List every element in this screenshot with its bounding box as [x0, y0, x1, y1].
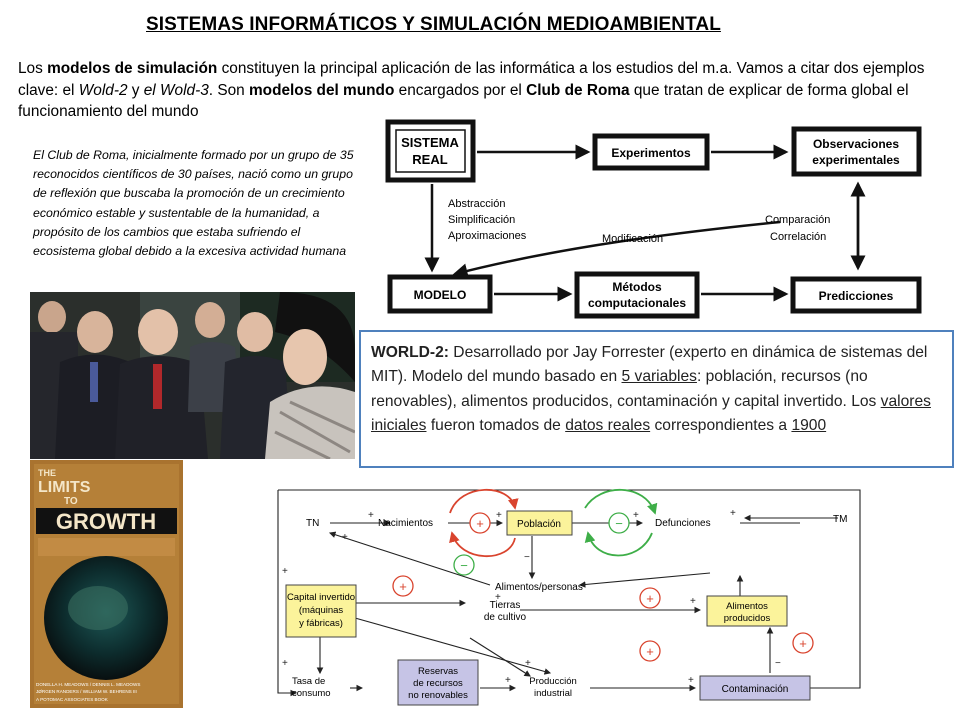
intro-text: que tratan de explicar de forma global el funcionamiento del mundo — [18, 81, 909, 120]
world2-causal-diagram — [270, 478, 870, 710]
loop-sign: − — [615, 516, 623, 531]
observaciones-label-2: experimentales — [812, 153, 900, 167]
loop-sign: − — [460, 558, 468, 573]
metodos-label-2: computacionales — [587, 296, 687, 310]
population-negative-loop-return — [588, 533, 652, 556]
polarity-mark: − — [524, 552, 530, 563]
polarity-mark: + — [505, 675, 511, 686]
world2-text: correspondientes a — [650, 416, 792, 434]
book-authors-line-1: DONELLA H. MEADOWS / DENNIS L. MEADOWS — [36, 682, 141, 687]
comparacion-label: Comparación — [765, 214, 831, 226]
tierras-label-2: de cultivo — [483, 612, 527, 623]
predicciones-label: Predicciones — [818, 289, 894, 303]
world2-text: fueron tomados de — [426, 416, 566, 434]
modelo-label: MODELO — [413, 288, 467, 302]
polarity-mark: + — [690, 596, 696, 607]
club-de-roma-note: El Club de Roma, inicialmente formado por un grupo de 35 reconocidos científicos de 30 países, nació como un grupo de reflexión que buscaba la promoción de un crecimiento económico estable y sustentable de la humanidad, a propósito de los cambios que estaba sufriendo el ecosistema global debido a la excesiva actividad humana — [33, 148, 354, 259]
intro-text: y — [127, 81, 144, 99]
metodos-box — [577, 274, 697, 316]
tierras-label-1: Tierras — [489, 600, 521, 611]
correlacion-label: Correlación — [770, 231, 827, 243]
tm-label: TM — [833, 514, 848, 525]
reservas-label-2: de recursos — [413, 678, 463, 689]
experimentos-box — [595, 136, 707, 168]
limits-to-growth-book-cover — [30, 460, 183, 708]
aproximaciones-label: Aproximaciones — [448, 230, 527, 242]
polarity-mark: − — [775, 658, 781, 669]
page-title: SISTEMAS INFORMÁTICOS Y SIMULACIÓN MEDIOAMBIENTAL — [146, 14, 721, 35]
tasa-label-2: consumo — [292, 688, 331, 699]
world2-underlined-valores: valores iniciales — [371, 392, 931, 434]
intro-text: . Son — [208, 81, 249, 99]
polarity-mark: + — [282, 658, 288, 669]
simplificacion-label: Simplificación — [448, 214, 516, 226]
population-positive-loop-return — [452, 533, 515, 556]
intro-bold-modelos-simulacion: modelos de simulación — [47, 60, 218, 77]
sistema-real-label-2: REAL — [412, 152, 448, 167]
intro-text: Los — [18, 60, 48, 77]
world2-underlined-variables: 5 variables — [621, 368, 697, 386]
book-authors-line-2: JØRGEN RANDERS / WILLIAM W. BEHRENS III — [36, 689, 137, 694]
alimentos-producidos-label-2: producidos — [723, 613, 771, 624]
capital-label-1: Capital invertido — [286, 592, 356, 603]
defunciones-label: Defunciones — [655, 518, 711, 529]
contaminacion-label: Contaminación — [721, 684, 789, 695]
polarity-mark: + — [688, 675, 694, 686]
alimentos-producidos-label-1: Alimentos — [726, 601, 768, 612]
alimentos-personas-label: Alimentos/personas — [495, 582, 583, 593]
loop-sign: + — [476, 516, 484, 531]
abstraccion-label: Abstracción — [448, 198, 506, 210]
nacimientos-label: Nacimientos — [378, 518, 434, 529]
tasa-label-1: Tasa de — [292, 676, 326, 687]
intro-text: constituyen la principal aplicación de las informática a los estudios del m.a. Vamos a citar dos ejemplos clave: el — [18, 60, 925, 99]
capital-label-3: y fábricas) — [299, 618, 343, 629]
observaciones-box — [794, 129, 919, 174]
loop-sign: + — [799, 636, 807, 651]
modelling-flow-diagram — [380, 112, 940, 324]
reservas-label-1: Reservas — [417, 666, 459, 677]
polarity-mark: + — [633, 510, 639, 521]
intro-italic-wold3: el Wold-3 — [143, 81, 209, 99]
world2-textbox — [359, 330, 954, 468]
world2-underlined-datos: datos reales — [565, 416, 651, 434]
reservas-label-3: no renovables — [408, 690, 468, 701]
book-title-growth: GROWTH — [55, 509, 157, 534]
intro-text: encargados por el — [394, 81, 527, 99]
sistema-real-label-1: SISTEMA — [401, 135, 459, 150]
loop-sign: + — [399, 579, 407, 594]
polarity-mark: + — [495, 592, 501, 603]
polarity-mark: + — [282, 566, 288, 577]
population-positive-loop — [450, 490, 515, 513]
population-negative-loop — [585, 490, 655, 513]
polarity-mark: + — [730, 508, 736, 519]
capital-label-2: (máquinas — [298, 605, 344, 616]
observaciones-label-1: Observaciones — [812, 137, 900, 151]
loop-sign: + — [646, 591, 654, 606]
poblacion-label: Población — [517, 519, 561, 530]
book-title-the: THE — [38, 468, 56, 478]
world2-label: WORLD-2: — [371, 344, 449, 361]
experimentos-label: Experimentos — [611, 146, 691, 160]
book-title-to: TO — [64, 496, 78, 507]
club-de-roma-photo — [30, 292, 355, 459]
predicciones-box — [793, 279, 919, 311]
book-title-limits: LIMITS — [38, 479, 91, 496]
world2-text: : población, recursos (no renovables), alimentos producidos, contaminación y capital invertido. Los — [371, 368, 881, 410]
metodos-label-1: Métodos — [612, 280, 662, 294]
intro-bold-modelos-mundo: modelos del mundo — [248, 81, 395, 99]
intro-italic-wold2: Wold-2 — [78, 81, 128, 99]
modelo-box — [390, 277, 490, 311]
polarity-mark: + — [342, 532, 348, 543]
tn-label: TN — [306, 518, 320, 529]
produccion-label-1: Producción — [529, 676, 577, 687]
sistema-real-box — [388, 122, 473, 180]
book-publisher: A POTOMAC ASSOCIATES BOOK — [36, 697, 108, 702]
world2-text: Desarrollado por Jay Forrester (experto en dinámica de sistemas del MIT). Modelo del mundo basado en — [371, 344, 928, 386]
produccion-label-2: industrial — [533, 688, 573, 699]
polarity-mark: + — [525, 658, 531, 669]
world2-underlined-year: 1900 — [791, 416, 827, 434]
loop-sign: + — [646, 644, 654, 659]
polarity-mark: + — [496, 510, 502, 521]
polarity-mark: + — [368, 510, 374, 521]
intro-bold-club-roma: Club de Roma — [526, 81, 630, 99]
modificacion-label: Modificación — [602, 233, 664, 245]
